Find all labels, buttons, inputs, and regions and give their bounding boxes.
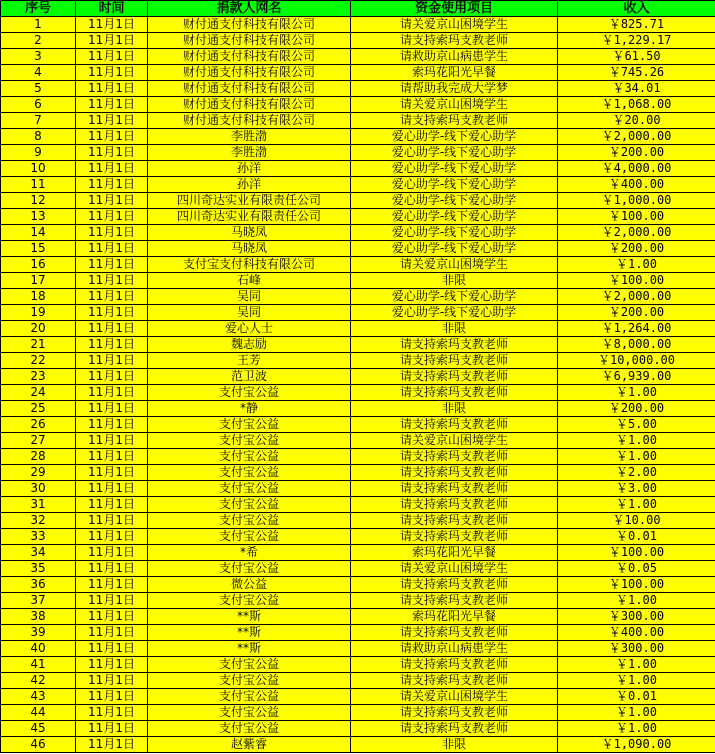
table-row <box>1 385 715 401</box>
row-donor: 财付通支付科技有限公司 <box>148 113 351 129</box>
row-donor: 吴同 <box>148 305 351 321</box>
table-row <box>1 17 715 33</box>
row-donor: 支付宝公益 <box>148 417 351 433</box>
row-index: 11 <box>1 177 76 193</box>
table-row <box>1 593 715 609</box>
table-row <box>1 97 715 113</box>
row-project: 请救助京山病患学生 <box>351 641 558 657</box>
row-index: 18 <box>1 289 76 305</box>
table-row <box>1 465 715 481</box>
table-row <box>1 49 715 65</box>
row-amount: ￥200.00 <box>558 401 715 417</box>
row-project: 请支持索玛支教老师 <box>351 33 558 49</box>
row-donor: 支付宝公益 <box>148 657 351 673</box>
row-amount: ￥300.00 <box>558 609 715 625</box>
row-project: 请帮助我完成大学梦 <box>351 81 558 97</box>
header-date: 时间 <box>76 1 148 17</box>
row-date: 11月1日 <box>76 577 148 593</box>
table-row <box>1 561 715 577</box>
row-date: 11月1日 <box>76 177 148 193</box>
row-date: 11月1日 <box>76 225 148 241</box>
row-date: 11月1日 <box>76 641 148 657</box>
row-amount: ￥2,000.00 <box>558 129 715 145</box>
table-row <box>1 353 715 369</box>
row-amount: ￥1,090.00 <box>558 737 715 753</box>
row-amount: ￥1.00 <box>558 385 715 401</box>
row-index: 2 <box>1 33 76 49</box>
row-date: 11月1日 <box>76 545 148 561</box>
row-date: 11月1日 <box>76 273 148 289</box>
row-date: 11月1日 <box>76 561 148 577</box>
table-row <box>1 481 715 497</box>
table-row <box>1 545 715 561</box>
row-index: 21 <box>1 337 76 353</box>
row-date: 11月1日 <box>76 625 148 641</box>
row-project: 请支持索玛支教老师 <box>351 465 558 481</box>
row-amount: ￥1.00 <box>558 721 715 737</box>
row-project: 请支持索玛支教老师 <box>351 577 558 593</box>
row-index: 3 <box>1 49 76 65</box>
row-date: 11月1日 <box>76 497 148 513</box>
row-donor: 支付宝公益 <box>148 705 351 721</box>
row-donor: 支付宝公益 <box>148 529 351 545</box>
row-index: 9 <box>1 145 76 161</box>
row-project: 非限 <box>351 321 558 337</box>
row-project: 爱心助学-线下爱心助学 <box>351 209 558 225</box>
row-date: 11月1日 <box>76 337 148 353</box>
table-row <box>1 161 715 177</box>
row-index: 39 <box>1 625 76 641</box>
row-amount: ￥1.00 <box>558 449 715 465</box>
row-index: 28 <box>1 449 76 465</box>
row-date: 11月1日 <box>76 129 148 145</box>
row-donor: 范卫波 <box>148 369 351 385</box>
row-project: 爱心助学-线下爱心助学 <box>351 305 558 321</box>
row-date: 11月1日 <box>76 529 148 545</box>
row-project: 爱心助学-线下爱心助学 <box>351 193 558 209</box>
row-date: 11月1日 <box>76 161 148 177</box>
row-project: 请支持索玛支教老师 <box>351 513 558 529</box>
row-donor: 支付宝公益 <box>148 449 351 465</box>
row-index: 4 <box>1 65 76 81</box>
row-index: 13 <box>1 209 76 225</box>
row-project: 请支持索玛支教老师 <box>351 385 558 401</box>
row-amount: ￥3.00 <box>558 481 715 497</box>
row-donor: 马晓凤 <box>148 241 351 257</box>
row-donor: **斯 <box>148 641 351 657</box>
row-index: 16 <box>1 257 76 273</box>
row-amount: ￥1.00 <box>558 433 715 449</box>
header-project: 资金使用项目 <box>351 1 558 17</box>
row-donor: 李胜渤 <box>148 129 351 145</box>
table-row <box>1 641 715 657</box>
row-project: 请支持索玛支教老师 <box>351 417 558 433</box>
row-amount: ￥300.00 <box>558 641 715 657</box>
row-amount: ￥34.01 <box>558 81 715 97</box>
row-donor: 财付通支付科技有限公司 <box>148 17 351 33</box>
row-project: 请支持索玛支教老师 <box>351 673 558 689</box>
row-donor: 财付通支付科技有限公司 <box>148 97 351 113</box>
row-donor: 四川奇达实业有限责任公司 <box>148 193 351 209</box>
row-donor: 支付宝公益 <box>148 689 351 705</box>
row-project: 请救助京山病患学生 <box>351 49 558 65</box>
row-date: 11月1日 <box>76 145 148 161</box>
row-index: 6 <box>1 97 76 113</box>
table-row <box>1 33 715 49</box>
row-index: 46 <box>1 737 76 753</box>
row-date: 11月1日 <box>76 369 148 385</box>
table-row <box>1 721 715 737</box>
row-amount: ￥5.00 <box>558 417 715 433</box>
row-amount: ￥1.00 <box>558 593 715 609</box>
table-row <box>1 81 715 97</box>
row-amount: ￥1.00 <box>558 673 715 689</box>
row-project: 请支持索玛支教老师 <box>351 449 558 465</box>
row-donor: 财付通支付科技有限公司 <box>148 65 351 81</box>
table-row <box>1 257 715 273</box>
row-donor: 支付宝公益 <box>148 433 351 449</box>
table-row <box>1 369 715 385</box>
row-project: 请支持索玛支教老师 <box>351 337 558 353</box>
row-amount: ￥1.00 <box>558 257 715 273</box>
row-index: 26 <box>1 417 76 433</box>
row-date: 11月1日 <box>76 321 148 337</box>
row-amount: ￥400.00 <box>558 177 715 193</box>
row-date: 11月1日 <box>76 465 148 481</box>
row-index: 7 <box>1 113 76 129</box>
row-index: 40 <box>1 641 76 657</box>
row-project: 爱心助学-线下爱心助学 <box>351 145 558 161</box>
table-row <box>1 145 715 161</box>
row-date: 11月1日 <box>76 193 148 209</box>
row-date: 11月1日 <box>76 449 148 465</box>
row-index: 31 <box>1 497 76 513</box>
table-row <box>1 273 715 289</box>
row-index: 34 <box>1 545 76 561</box>
table-row <box>1 449 715 465</box>
row-project: 非限 <box>351 401 558 417</box>
row-index: 45 <box>1 721 76 737</box>
row-amount: ￥0.01 <box>558 529 715 545</box>
row-donor: 魏志励 <box>148 337 351 353</box>
row-project: 请支持索玛支教老师 <box>351 529 558 545</box>
row-amount: ￥61.50 <box>558 49 715 65</box>
row-donor: 支付宝公益 <box>148 465 351 481</box>
row-amount: ￥100.00 <box>558 545 715 561</box>
row-project: 请支持索玛支教老师 <box>351 369 558 385</box>
row-amount: ￥100.00 <box>558 273 715 289</box>
row-index: 15 <box>1 241 76 257</box>
row-amount: ￥2,000.00 <box>558 289 715 305</box>
row-project: 请支持索玛支教老师 <box>351 657 558 673</box>
header-row <box>1 1 715 17</box>
table-row <box>1 241 715 257</box>
row-date: 11月1日 <box>76 209 148 225</box>
row-date: 11月1日 <box>76 417 148 433</box>
row-amount: ￥1,000.00 <box>558 193 715 209</box>
row-project: 爱心助学-线下爱心助学 <box>351 129 558 145</box>
row-date: 11月1日 <box>76 113 148 129</box>
row-amount: ￥0.01 <box>558 689 715 705</box>
row-amount: ￥1.00 <box>558 657 715 673</box>
row-project: 索玛花阳光早餐 <box>351 65 558 81</box>
row-donor: 支付宝支付科技有限公司 <box>148 257 351 273</box>
row-amount: ￥4,000.00 <box>558 161 715 177</box>
header-index: 序号 <box>1 1 76 17</box>
table-row <box>1 401 715 417</box>
row-donor: 李胜渤 <box>148 145 351 161</box>
row-project: 请支持索玛支教老师 <box>351 625 558 641</box>
table-row <box>1 289 715 305</box>
row-donor: *希 <box>148 545 351 561</box>
table-row <box>1 321 715 337</box>
row-date: 11月1日 <box>76 385 148 401</box>
row-index: 25 <box>1 401 76 417</box>
row-date: 11月1日 <box>76 305 148 321</box>
row-date: 11月1日 <box>76 353 148 369</box>
row-amount: ￥200.00 <box>558 305 715 321</box>
row-amount: ￥10.00 <box>558 513 715 529</box>
row-date: 11月1日 <box>76 257 148 273</box>
table-row <box>1 497 715 513</box>
row-date: 11月1日 <box>76 65 148 81</box>
row-index: 44 <box>1 705 76 721</box>
table-row <box>1 337 715 353</box>
row-project: 请支持索玛支教老师 <box>351 481 558 497</box>
row-project: 请支持索玛支教老师 <box>351 497 558 513</box>
row-index: 36 <box>1 577 76 593</box>
row-donor: *静 <box>148 401 351 417</box>
row-project: 请支持索玛支教老师 <box>351 705 558 721</box>
row-index: 19 <box>1 305 76 321</box>
row-donor: **斯 <box>148 625 351 641</box>
row-amount: ￥1,229.17 <box>558 33 715 49</box>
row-amount: ￥825.71 <box>558 17 715 33</box>
table-row <box>1 577 715 593</box>
row-project: 请关爱京山困境学生 <box>351 689 558 705</box>
row-date: 11月1日 <box>76 593 148 609</box>
row-amount: ￥0.05 <box>558 561 715 577</box>
table-row <box>1 673 715 689</box>
row-date: 11月1日 <box>76 97 148 113</box>
table-row <box>1 689 715 705</box>
row-amount: ￥8,000.00 <box>558 337 715 353</box>
row-donor: 微公益 <box>148 577 351 593</box>
row-index: 22 <box>1 353 76 369</box>
row-index: 5 <box>1 81 76 97</box>
row-date: 11月1日 <box>76 241 148 257</box>
row-project: 爱心助学-线下爱心助学 <box>351 177 558 193</box>
row-donor: 石峰 <box>148 273 351 289</box>
table-row <box>1 65 715 81</box>
row-index: 32 <box>1 513 76 529</box>
row-donor: 支付宝公益 <box>148 385 351 401</box>
row-donor: **斯 <box>148 609 351 625</box>
table-row <box>1 417 715 433</box>
row-index: 38 <box>1 609 76 625</box>
row-index: 30 <box>1 481 76 497</box>
row-project: 请关爱京山困境学生 <box>351 17 558 33</box>
row-date: 11月1日 <box>76 513 148 529</box>
table-row <box>1 513 715 529</box>
row-index: 8 <box>1 129 76 145</box>
row-project: 索玛花阳光早餐 <box>351 545 558 561</box>
table-row <box>1 177 715 193</box>
row-project: 索玛花阳光早餐 <box>351 609 558 625</box>
row-index: 27 <box>1 433 76 449</box>
row-amount: ￥10,000.00 <box>558 353 715 369</box>
row-donor: 支付宝公益 <box>148 593 351 609</box>
row-amount: ￥6,939.00 <box>558 369 715 385</box>
row-donor: 财付通支付科技有限公司 <box>148 49 351 65</box>
row-donor: 爱心人士 <box>148 321 351 337</box>
row-index: 10 <box>1 161 76 177</box>
row-project: 非限 <box>351 737 558 753</box>
row-donor: 财付通支付科技有限公司 <box>148 33 351 49</box>
header-donor: 捐款人网名 <box>148 1 351 17</box>
table-row <box>1 529 715 545</box>
table-row <box>1 609 715 625</box>
row-index: 17 <box>1 273 76 289</box>
row-index: 12 <box>1 193 76 209</box>
header-amount: 收入 <box>558 1 715 17</box>
table-row <box>1 705 715 721</box>
row-index: 14 <box>1 225 76 241</box>
row-date: 11月1日 <box>76 433 148 449</box>
row-project: 爱心助学-线下爱心助学 <box>351 289 558 305</box>
row-donor: 支付宝公益 <box>148 513 351 529</box>
row-donor: 支付宝公益 <box>148 481 351 497</box>
row-date: 11月1日 <box>76 401 148 417</box>
row-index: 29 <box>1 465 76 481</box>
row-amount: ￥1.00 <box>558 705 715 721</box>
row-index: 42 <box>1 673 76 689</box>
row-index: 24 <box>1 385 76 401</box>
row-amount: ￥2,000.00 <box>558 225 715 241</box>
row-amount: ￥1,068.00 <box>558 97 715 113</box>
table-row <box>1 225 715 241</box>
row-project: 请支持索玛支教老师 <box>351 113 558 129</box>
row-index: 23 <box>1 369 76 385</box>
row-index: 37 <box>1 593 76 609</box>
row-project: 爱心助学-线下爱心助学 <box>351 225 558 241</box>
row-donor: 王芳 <box>148 353 351 369</box>
row-donor: 马晓凤 <box>148 225 351 241</box>
row-donor: 支付宝公益 <box>148 673 351 689</box>
row-index: 20 <box>1 321 76 337</box>
row-amount: ￥2.00 <box>558 465 715 481</box>
row-date: 11月1日 <box>76 49 148 65</box>
row-date: 11月1日 <box>76 33 148 49</box>
row-donor: 支付宝公益 <box>148 497 351 513</box>
row-index: 35 <box>1 561 76 577</box>
row-index: 1 <box>1 17 76 33</box>
row-date: 11月1日 <box>76 81 148 97</box>
row-project: 请关爱京山困境学生 <box>351 433 558 449</box>
row-date: 11月1日 <box>76 673 148 689</box>
row-donor: 孙洋 <box>148 177 351 193</box>
row-index: 43 <box>1 689 76 705</box>
row-index: 33 <box>1 529 76 545</box>
row-date: 11月1日 <box>76 705 148 721</box>
row-amount: ￥200.00 <box>558 241 715 257</box>
row-amount: ￥400.00 <box>558 625 715 641</box>
table-body <box>1 17 715 753</box>
table-row <box>1 737 715 753</box>
row-project: 请关爱京山困境学生 <box>351 561 558 577</box>
row-index: 41 <box>1 657 76 673</box>
row-date: 11月1日 <box>76 289 148 305</box>
row-amount: ￥200.00 <box>558 145 715 161</box>
row-date: 11月1日 <box>76 737 148 753</box>
row-date: 11月1日 <box>76 721 148 737</box>
row-donor: 赵紫睿 <box>148 737 351 753</box>
row-donor: 财付通支付科技有限公司 <box>148 81 351 97</box>
row-project: 请支持索玛支教老师 <box>351 721 558 737</box>
row-project: 请支持索玛支教老师 <box>351 593 558 609</box>
table-row <box>1 193 715 209</box>
row-donor: 吴同 <box>148 289 351 305</box>
table-row <box>1 305 715 321</box>
row-project: 非限 <box>351 273 558 289</box>
table-row <box>1 129 715 145</box>
row-amount: ￥100.00 <box>558 209 715 225</box>
row-project: 爱心助学-线下爱心助学 <box>351 241 558 257</box>
row-date: 11月1日 <box>76 17 148 33</box>
row-date: 11月1日 <box>76 689 148 705</box>
row-donor: 孙洋 <box>148 161 351 177</box>
table-row <box>1 113 715 129</box>
row-amount: ￥745.26 <box>558 65 715 81</box>
row-project: 爱心助学-线下爱心助学 <box>351 161 558 177</box>
row-donor: 支付宝公益 <box>148 561 351 577</box>
row-date: 11月1日 <box>76 481 148 497</box>
row-donor: 四川奇达实业有限责任公司 <box>148 209 351 225</box>
row-project: 请关爱京山困境学生 <box>351 97 558 113</box>
row-donor: 支付宝公益 <box>148 721 351 737</box>
row-project: 请关爱京山困境学生 <box>351 257 558 273</box>
row-amount: ￥1.00 <box>558 497 715 513</box>
row-amount: ￥1,264.00 <box>558 321 715 337</box>
row-date: 11月1日 <box>76 657 148 673</box>
row-amount: ￥100.00 <box>558 577 715 593</box>
table-row <box>1 209 715 225</box>
table-row <box>1 433 715 449</box>
row-amount: ￥20.00 <box>558 113 715 129</box>
row-date: 11月1日 <box>76 609 148 625</box>
table-row <box>1 657 715 673</box>
row-project: 请支持索玛支教老师 <box>351 353 558 369</box>
table-row <box>1 625 715 641</box>
